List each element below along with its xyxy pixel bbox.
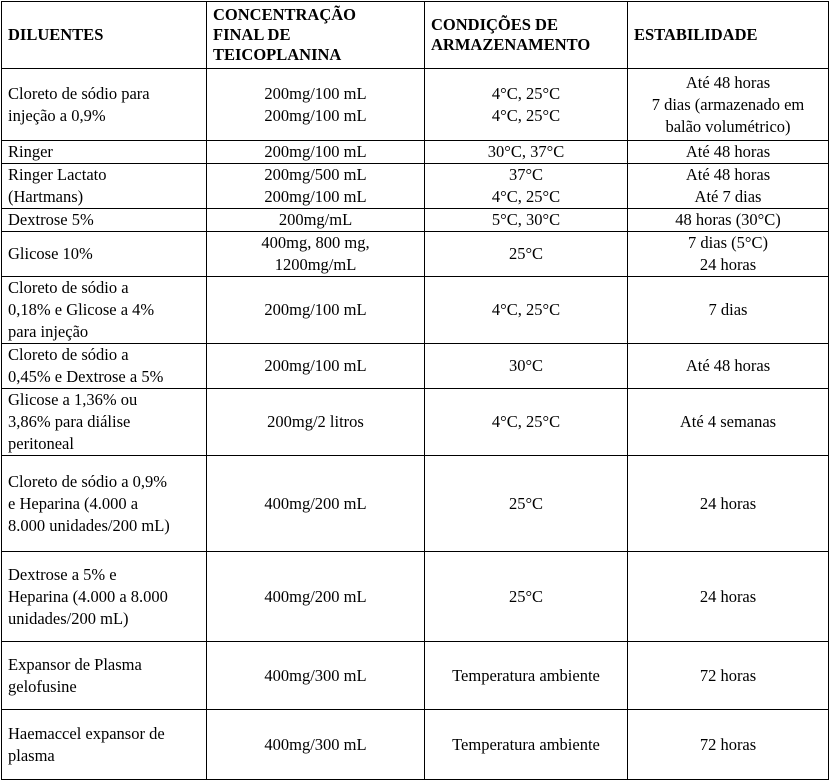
cell-text: 200mg/mL <box>278 210 353 229</box>
concentracao-cell <box>207 277 425 344</box>
cell-text: Expansor de Plasma <box>8 654 142 674</box>
condicoes-cell <box>425 456 628 552</box>
cell-text: 400mg, 800 mg, <box>261 233 370 252</box>
condicoes-cell <box>425 710 628 780</box>
cell-text: 200mg/100 mL <box>264 300 367 319</box>
estabilidade-cell <box>628 389 829 456</box>
cell-text: 200mg/100 mL <box>264 142 367 161</box>
table-row <box>2 69 829 141</box>
condicoes-cell <box>425 344 628 389</box>
cell-text: plasma <box>8 745 55 765</box>
table-row <box>2 232 829 277</box>
cell-text: Até 48 horas <box>685 165 771 184</box>
cell-text: 200mg/500 mL <box>264 165 367 184</box>
condicoes-cell <box>425 277 628 344</box>
concentracao-cell <box>207 456 425 552</box>
cell-text: Até 48 horas <box>685 142 771 161</box>
table-row <box>2 141 829 164</box>
cell-text: gelofusine <box>8 676 77 696</box>
condicoes-cell <box>425 389 628 456</box>
table-row <box>2 552 829 642</box>
cell-text: Cloreto de sódio a <box>8 278 129 297</box>
cell-text: 30°C, 37°C <box>487 142 565 161</box>
cell-text: Heparina (4.000 a 8.000 <box>8 586 168 606</box>
estabilidade-cell <box>628 277 829 344</box>
cell-text: Dextrose 5% <box>8 210 94 229</box>
cell-text: Ringer <box>8 142 53 161</box>
cell-text: Dextrose a 5% e <box>8 564 117 584</box>
cell-text: 3,86% para diálise <box>8 412 131 431</box>
cell-text: 4°C, 25°C <box>491 412 561 431</box>
table-row <box>2 209 829 232</box>
cell-text: 7 dias (armazenado em <box>651 94 805 114</box>
diluente-cell <box>2 209 207 232</box>
estabilidade-cell <box>628 344 829 389</box>
cell-text: 200mg/2 litros <box>267 412 364 431</box>
concentracao-cell <box>207 232 425 277</box>
cell-text: unidades/200 mL) <box>8 608 129 628</box>
cell-text: 200mg/100 mL <box>264 105 367 125</box>
concentracao-cell <box>207 164 425 209</box>
header-diluentes: DILUENTES <box>2 2 207 69</box>
concentracao-cell <box>207 710 425 780</box>
cell-text: peritoneal <box>8 434 74 453</box>
header-condicoes: CONDIÇÕES DE ARMAZENAMENTO <box>425 2 628 69</box>
cell-text: Glicose 10% <box>8 244 93 263</box>
cell-text: 7 dias (5°C) <box>688 233 768 252</box>
condicoes-cell <box>425 552 628 642</box>
cell-text: 72 horas <box>699 734 757 754</box>
estabilidade-cell <box>628 69 829 141</box>
cell-text: (Hartmans) <box>8 187 84 206</box>
estabilidade-cell <box>628 209 829 232</box>
diluente-cell <box>2 389 207 456</box>
diluente-cell <box>2 552 207 642</box>
table-row <box>2 642 829 710</box>
condicoes-cell <box>425 141 628 164</box>
cell-text: 1200mg/mL <box>274 255 357 274</box>
cell-text: injeção a 0,9% <box>8 105 106 125</box>
cell-text: e Heparina (4.000 a <box>8 493 139 513</box>
cell-text: 48 horas (30°C) <box>675 210 781 229</box>
estabilidade-cell <box>628 164 829 209</box>
estabilidade-cell <box>628 710 829 780</box>
diluente-cell <box>2 344 207 389</box>
cell-text: 8.000 unidades/200 mL) <box>8 515 170 535</box>
cell-text: 4°C, 25°C <box>491 187 561 206</box>
header-estabilidade: ESTABILIDADE <box>628 2 829 69</box>
cell-text: Até 48 horas <box>685 356 771 375</box>
concentracao-cell <box>207 69 425 141</box>
cell-text: 72 horas <box>699 665 757 685</box>
diluente-cell <box>2 232 207 277</box>
table-row <box>2 344 829 389</box>
diluente-cell <box>2 164 207 209</box>
cell-text: 5°C, 30°C <box>491 210 561 229</box>
cell-text: 4°C, 25°C <box>491 83 561 103</box>
cell-text: Ringer Lactato <box>8 165 107 184</box>
cell-text: Cloreto de sódio para <box>8 83 150 103</box>
cell-text: 24 horas <box>699 255 757 274</box>
concentracao-cell <box>207 344 425 389</box>
cell-text: 200mg/100 mL <box>264 83 367 103</box>
cell-text: 24 horas <box>699 586 757 606</box>
condicoes-cell <box>425 232 628 277</box>
header-row <box>2 2 829 69</box>
cell-text: 25°C <box>508 244 544 263</box>
cell-text: Glicose a 1,36% ou <box>8 390 138 409</box>
cell-text: Até 4 semanas <box>679 412 777 431</box>
cell-text: Temperatura ambiente <box>452 734 600 754</box>
cell-text: Cloreto de sódio a 0,9% <box>8 471 168 491</box>
cell-text: Cloreto de sódio a <box>8 345 129 364</box>
cell-text: 25°C <box>508 493 544 513</box>
estabilidade-cell <box>628 456 829 552</box>
cell-text: Temperatura ambiente <box>452 665 600 685</box>
diluente-cell <box>2 277 207 344</box>
cell-text: 0,45% e Dextrose a 5% <box>8 367 164 386</box>
diluente-cell <box>2 642 207 710</box>
concentracao-cell <box>207 642 425 710</box>
table-row <box>2 389 829 456</box>
table-row <box>2 164 829 209</box>
diluente-cell <box>2 141 207 164</box>
condicoes-cell <box>425 642 628 710</box>
stability-table <box>1 1 829 780</box>
condicoes-cell <box>425 209 628 232</box>
estabilidade-cell <box>628 552 829 642</box>
estabilidade-cell <box>628 232 829 277</box>
cell-text: balão volumétrico) <box>665 116 791 136</box>
header-concentracao: CONCENTRAÇÃO FINAL DE TEICOPLANINA <box>207 2 425 69</box>
cell-text: 4°C, 25°C <box>491 105 561 125</box>
cell-text: Haemaccel expansor de <box>8 723 165 743</box>
cell-text: 400mg/200 mL <box>264 586 367 606</box>
cell-text: 400mg/300 mL <box>264 665 367 685</box>
diluente-cell <box>2 710 207 780</box>
concentracao-cell <box>207 552 425 642</box>
cell-text: 24 horas <box>699 493 757 513</box>
concentracao-cell <box>207 389 425 456</box>
table-row <box>2 456 829 552</box>
cell-text: Até 48 horas <box>685 72 771 92</box>
estabilidade-cell <box>628 141 829 164</box>
concentracao-cell <box>207 209 425 232</box>
cell-text: 0,18% e Glicose a 4% <box>8 300 155 319</box>
estabilidade-cell <box>628 642 829 710</box>
cell-text: 200mg/100 mL <box>264 187 367 206</box>
cell-text: 400mg/300 mL <box>264 734 367 754</box>
cell-text: 4°C, 25°C <box>491 300 561 319</box>
cell-text: 200mg/100 mL <box>264 356 367 375</box>
concentracao-cell <box>207 141 425 164</box>
table-row <box>2 277 829 344</box>
diluente-cell <box>2 456 207 552</box>
cell-text: 30°C <box>508 356 544 375</box>
cell-text: 25°C <box>508 586 544 606</box>
cell-text: Até 7 dias <box>694 187 762 206</box>
condicoes-cell <box>425 69 628 141</box>
cell-text: para injeção <box>8 322 89 341</box>
table-row <box>2 710 829 780</box>
cell-text: 400mg/200 mL <box>264 493 367 513</box>
diluente-cell <box>2 69 207 141</box>
cell-text: 7 dias <box>708 300 748 319</box>
cell-text: 37°C <box>508 165 544 184</box>
condicoes-cell <box>425 164 628 209</box>
